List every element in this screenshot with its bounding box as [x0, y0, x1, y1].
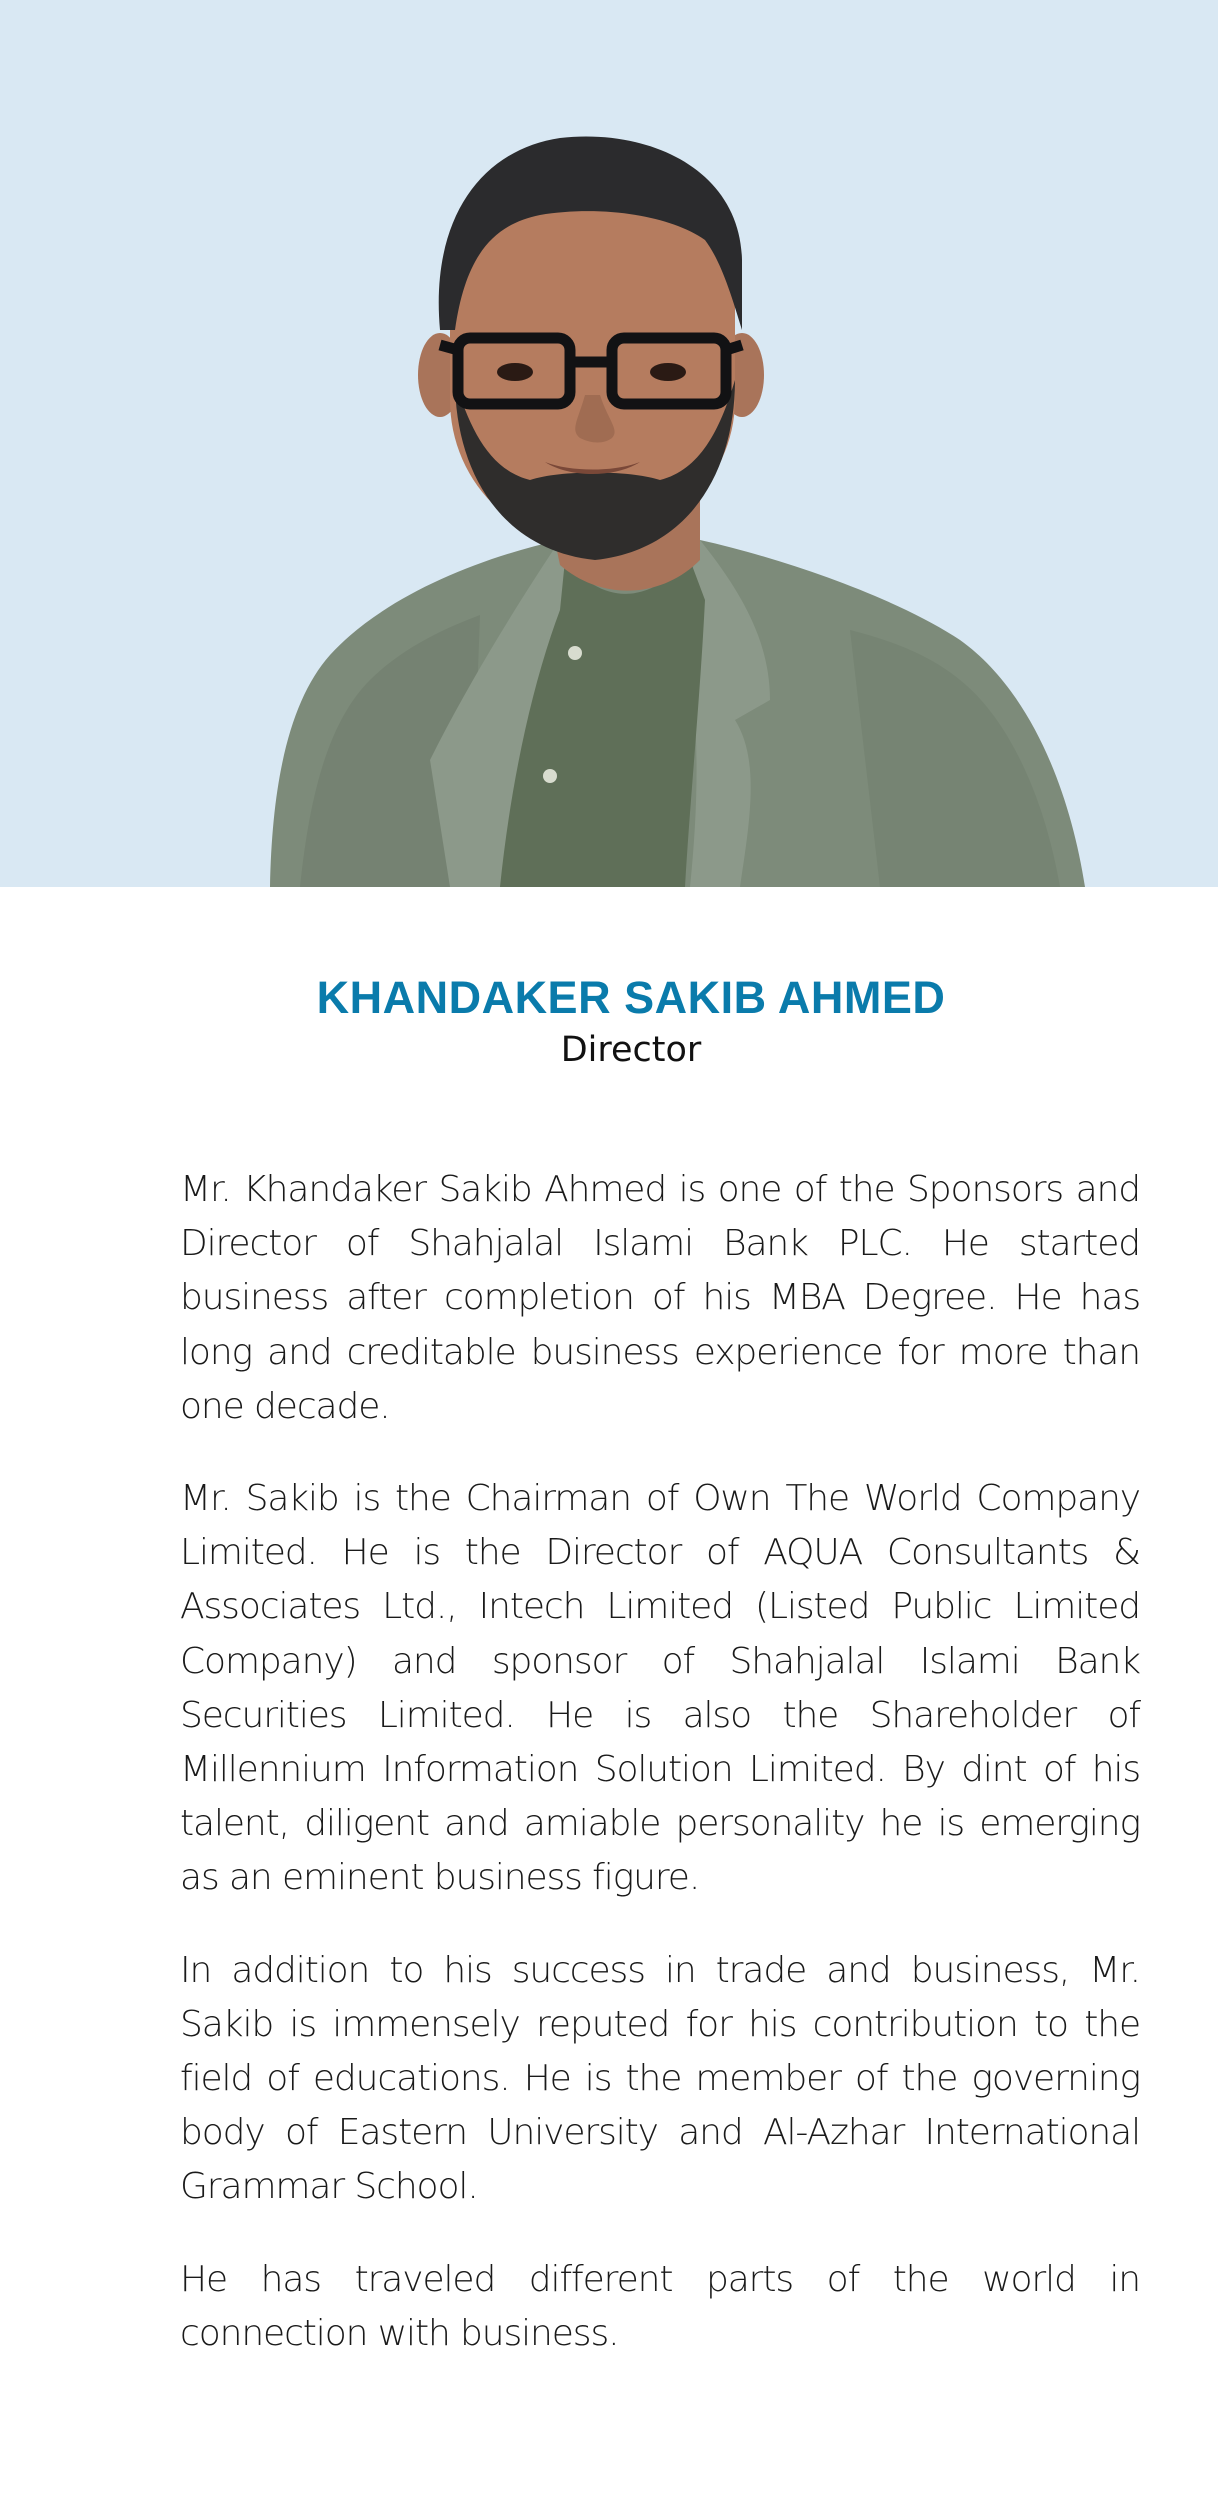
director-portrait-photo	[0, 0, 1218, 887]
portrait-banner	[0, 0, 1218, 887]
biography	[180, 1163, 1140, 2399]
shirt-button-1	[568, 646, 582, 660]
shirt-button-2	[543, 769, 557, 783]
bio-paragraph-3: In addition to his success in trade and business, Mr. Sakib is immensely reputed for his contribution to the field of educations. He is the member of the governing body of Eastern University and Al-Azhar International Grammar School.	[180, 1949, 1140, 2208]
director-role: Director	[560, 1030, 702, 1070]
bio-paragraph-1: Mr. Khandaker Sakib Ahmed is one of the Sponsors and Director of Shahjalal Islami Bank PLC. He started business after completion of his MBA Degree. He has long and creditable business experience for more than one decade.	[180, 1169, 1140, 1427]
director-name: KHANDAKER SAKIB AHMED	[316, 972, 946, 1023]
bio-paragraph-2: Mr. Sakib is the Chairman of Own The World Company Limited. He is the Director of AQUA Consultants & Associates Ltd., Intech Limited (Listed Public Limited Company) and sponsor of Shahjalal Islami Bank Securities Limited. He is also the Shareholder of Millennium Information Solution Limited. By dint of his talent, diligent and amiable personality he is emerging as an eminent business figure.	[180, 1478, 1140, 1899]
bio-paragraph-4: He has traveled different parts of the world in connection with business.	[180, 2258, 1140, 2354]
profile-header	[0, 970, 1218, 1074]
